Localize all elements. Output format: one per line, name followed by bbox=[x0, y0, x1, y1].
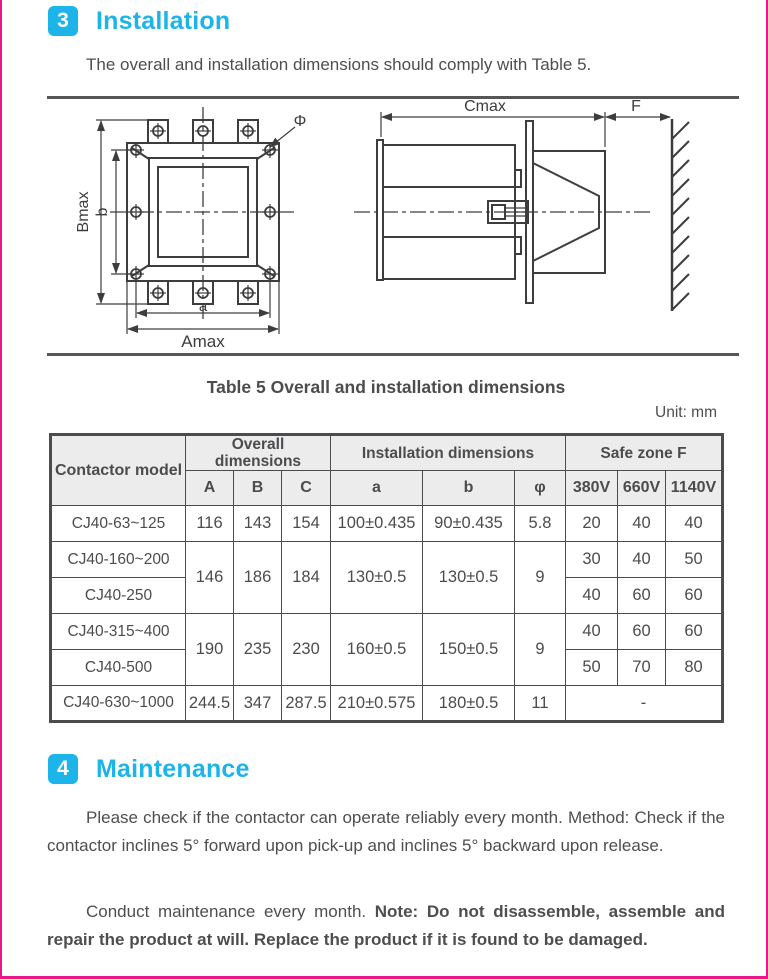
section-maintenance-header bbox=[48, 754, 250, 784]
cell-value: 146 bbox=[186, 542, 234, 614]
cell-value: 40 bbox=[566, 614, 618, 650]
cell-value: 70 bbox=[618, 650, 666, 686]
cell-value: 60 bbox=[618, 614, 666, 650]
dim-label-amax: Amax bbox=[181, 332, 225, 351]
dim-label-b: b bbox=[94, 207, 111, 217]
cell-model: CJ40-160~200 bbox=[51, 542, 186, 578]
cell-model: CJ40-315~400 bbox=[51, 614, 186, 650]
cell-value: 40 bbox=[618, 506, 666, 542]
cell-value: 347 bbox=[234, 686, 282, 722]
cell-value: 60 bbox=[666, 614, 723, 650]
table-unit-label: Unit: mm bbox=[655, 404, 717, 421]
cell-value: 244.5 bbox=[186, 686, 234, 722]
dimensions-table bbox=[49, 433, 724, 723]
cell-value: 60 bbox=[618, 578, 666, 614]
cell-value: 210±0.575 bbox=[331, 686, 423, 722]
cell-model: CJ40-250 bbox=[51, 578, 186, 614]
col-header-C: C bbox=[282, 471, 331, 506]
cell-value: 60 bbox=[666, 578, 723, 614]
cell-value: 40 bbox=[618, 542, 666, 578]
cell-value: 40 bbox=[566, 578, 618, 614]
dim-label-a: a bbox=[198, 298, 208, 315]
cell-model: CJ40-630~1000 bbox=[51, 686, 186, 722]
dim-label-cmax: Cmax bbox=[464, 99, 506, 115]
cell-value: 80 bbox=[666, 650, 723, 686]
col-header-1140v: 1140V bbox=[666, 471, 723, 506]
cell-value: 130±0.5 bbox=[331, 542, 423, 614]
col-group-installation: Installation dimensions bbox=[331, 435, 566, 471]
maintenance-note-lead: Conduct maintenance every month. bbox=[86, 902, 375, 921]
col-header-b: b bbox=[423, 471, 515, 506]
wall-hatching bbox=[672, 119, 689, 311]
cell-value: 190 bbox=[186, 614, 234, 686]
installation-intro-text: The overall and installation dimensions should comply with Table 5. bbox=[86, 55, 592, 74]
figure-bottom-rule bbox=[47, 353, 739, 356]
cell-value: 130±0.5 bbox=[423, 542, 515, 614]
cell-value: 186 bbox=[234, 542, 282, 614]
cell-model: CJ40-500 bbox=[51, 650, 186, 686]
cell-value: 5.8 bbox=[515, 506, 566, 542]
dim-label-f: F bbox=[631, 99, 641, 115]
table-caption: Table 5 Overall and installation dimensions bbox=[206, 377, 566, 397]
col-group-overall: Overall dimensions bbox=[186, 435, 331, 471]
maintenance-note-bold: Note: Do not disassemble, assemble and repair the product at will. Replace the product if it is found to be damaged. bbox=[47, 902, 725, 949]
cell-value: 100±0.435 bbox=[331, 506, 423, 542]
table-row bbox=[51, 686, 723, 722]
cell-value: 90±0.435 bbox=[423, 506, 515, 542]
cell-value: 9 bbox=[515, 542, 566, 614]
cell-value: 30 bbox=[566, 542, 618, 578]
maintenance-paragraph-1: Please check if the contactor can operate reliably every month. Method: Check if the contactor inclines 5° forward upon pick-up and inclines 5° backward upon release. bbox=[47, 808, 725, 855]
cell-value: 9 bbox=[515, 614, 566, 686]
cell-value: 150±0.5 bbox=[423, 614, 515, 686]
section-number-badge: 4 bbox=[48, 754, 78, 784]
cell-value: 184 bbox=[282, 542, 331, 614]
section-title-installation: Installation bbox=[96, 6, 231, 35]
section-title-maintenance: Maintenance bbox=[96, 754, 250, 783]
cell-value: 11 bbox=[515, 686, 566, 722]
col-header-380v: 380V bbox=[566, 471, 618, 506]
cell-value: 160±0.5 bbox=[331, 614, 423, 686]
cell-value: 154 bbox=[282, 506, 331, 542]
col-header-phi: φ bbox=[515, 471, 566, 506]
table-header-row-1 bbox=[51, 435, 723, 471]
cell-value: 40 bbox=[666, 506, 723, 542]
cell-value: 230 bbox=[282, 614, 331, 686]
col-header-a: a bbox=[331, 471, 423, 506]
table-row bbox=[51, 542, 723, 578]
cell-value: 20 bbox=[566, 506, 618, 542]
cell-value: - bbox=[566, 686, 723, 722]
cell-value: 50 bbox=[566, 650, 618, 686]
dim-label-bmax: Bmax bbox=[75, 191, 92, 233]
dim-label-phi: Φ bbox=[293, 113, 307, 130]
table-row bbox=[51, 614, 723, 650]
col-header-B: B bbox=[234, 471, 282, 506]
installation-dimensions-drawing bbox=[2, 99, 768, 354]
col-header-model: Contactor model bbox=[51, 435, 186, 506]
cell-value: 116 bbox=[186, 506, 234, 542]
col-header-A: A bbox=[186, 471, 234, 506]
section-number-badge: 3 bbox=[48, 6, 78, 36]
cell-value: 180±0.5 bbox=[423, 686, 515, 722]
table-row bbox=[51, 506, 723, 542]
section-installation-header bbox=[48, 6, 230, 36]
cell-model: CJ40-63~125 bbox=[51, 506, 186, 542]
cell-value: 235 bbox=[234, 614, 282, 686]
maintenance-paragraph-2 bbox=[47, 898, 725, 953]
cell-value: 287.5 bbox=[282, 686, 331, 722]
col-header-660v: 660V bbox=[618, 471, 666, 506]
cell-value: 50 bbox=[666, 542, 723, 578]
cell-value: 143 bbox=[234, 506, 282, 542]
col-group-safe-zone: Safe zone F bbox=[566, 435, 723, 471]
